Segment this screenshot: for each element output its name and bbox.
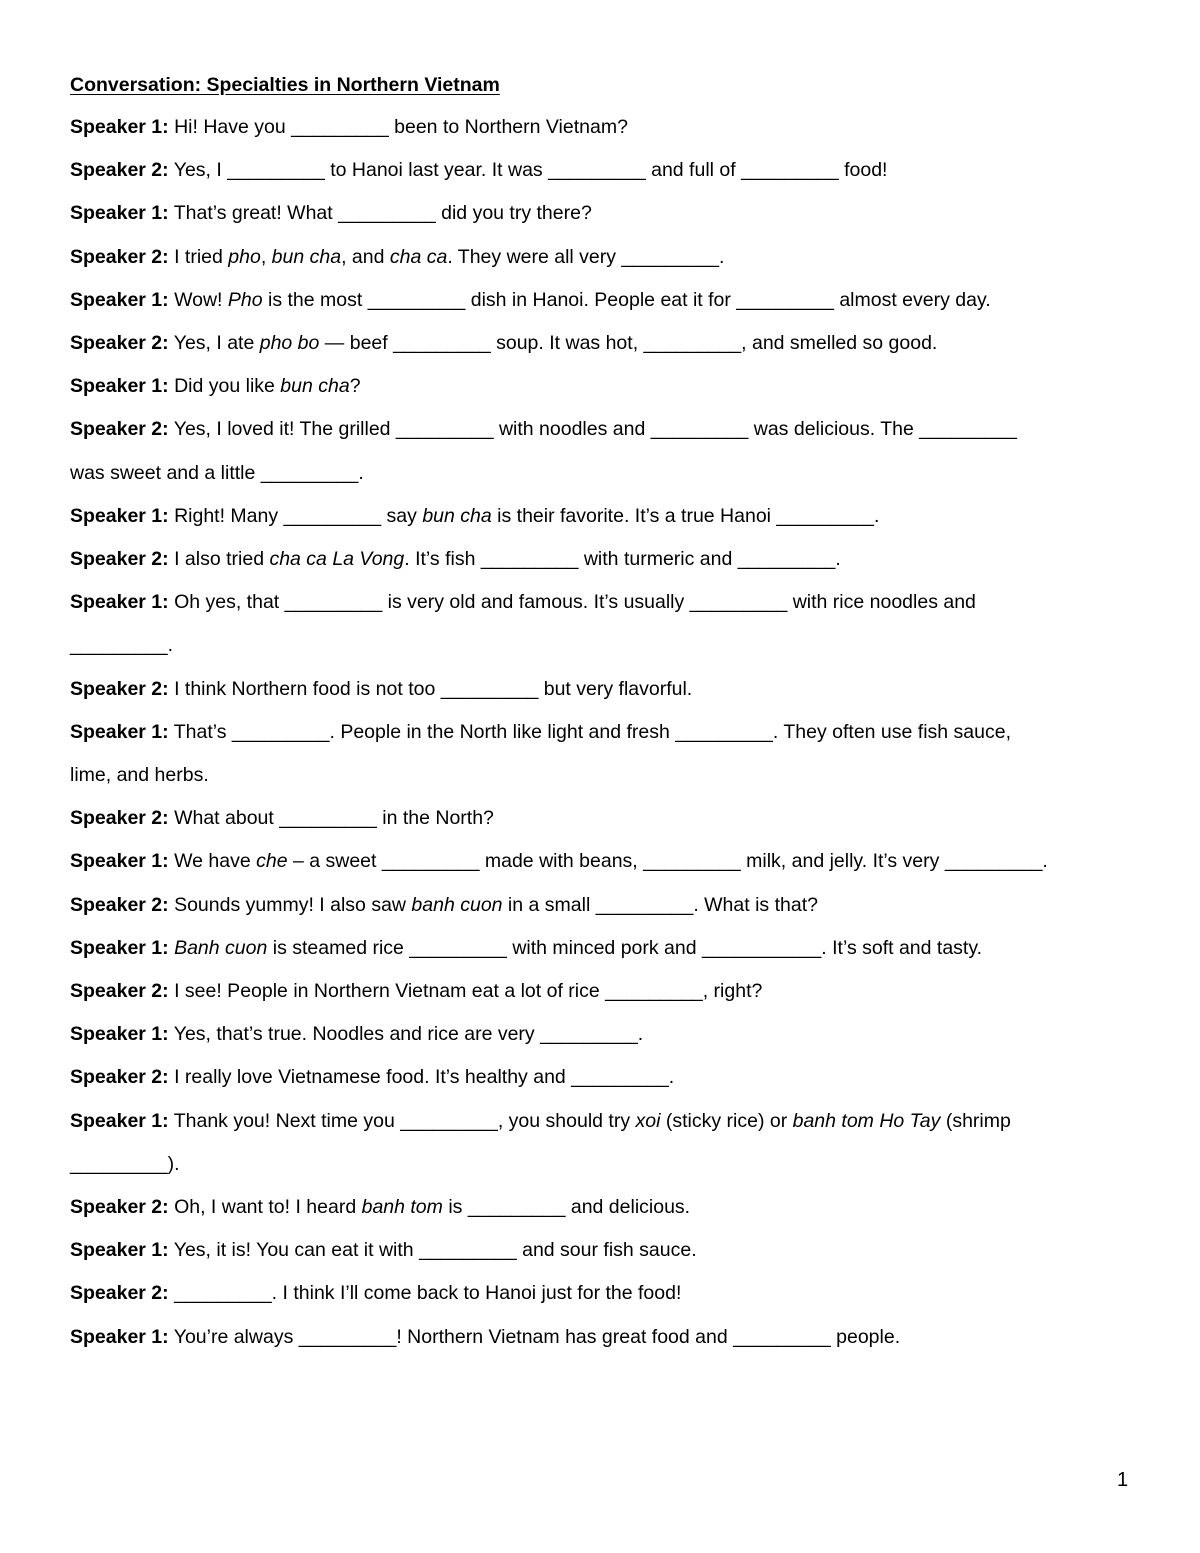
dialogue-line bbox=[70, 1239, 697, 1262]
dialogue-line bbox=[70, 850, 1048, 873]
dialogue-line bbox=[70, 980, 762, 1003]
dialogue-text: ? bbox=[349, 375, 361, 398]
dish-name: xoi bbox=[635, 1109, 661, 1132]
dialogue-text: , bbox=[260, 245, 272, 268]
dish-name: pho bbox=[228, 245, 261, 268]
dialogue-line bbox=[70, 289, 991, 312]
dialogue-line bbox=[70, 1023, 643, 1046]
dialogue-text: You’re always _________! Northern Vietnam has great food and _________ people. bbox=[168, 1325, 901, 1348]
dialogue-text: That’s _________. People in the North like light and fresh _________. They often use fish sauce, bbox=[168, 720, 1011, 743]
dialogue-text: Sounds yummy! I also saw bbox=[168, 893, 412, 916]
dialogue-text: Yes, I loved it! The grilled _________ with noodles and _________ was delicious. The _________ bbox=[168, 418, 1017, 441]
speaker-label: Speaker 1: bbox=[70, 288, 169, 311]
dish-name: banh tom Ho Tay bbox=[792, 1109, 941, 1132]
dish-name: pho bo bbox=[259, 332, 320, 354]
dish-name: bun cha bbox=[280, 375, 350, 398]
dialogue-line bbox=[70, 1110, 1011, 1133]
document-title: Conversation: Specialties in Northern Vietnam bbox=[70, 74, 500, 96]
dialogue-text: Yes, that’s true. Noodles and rice are very _________. bbox=[168, 1023, 644, 1046]
speaker-label: Speaker 1: bbox=[70, 591, 169, 614]
dialogue-text: – a sweet _________ made with beans, _________ milk, and jelly. It’s very _________. bbox=[287, 850, 1048, 873]
dialogue-line bbox=[70, 505, 879, 528]
dish-name: bun cha bbox=[271, 245, 342, 268]
dialogue-line bbox=[70, 678, 692, 701]
dialogue-text: Oh yes, that _________ is very old and famous. It’s usually _________ with rice noodles and bbox=[168, 591, 976, 614]
dialogue-line bbox=[70, 246, 724, 269]
speaker-label: Speaker 2: bbox=[70, 980, 169, 1002]
dialogue-line bbox=[70, 1066, 674, 1089]
speaker-label: Speaker 1: bbox=[70, 1325, 169, 1348]
dialogue-text: Yes, I ate bbox=[168, 332, 260, 354]
dialogue-line bbox=[70, 1196, 690, 1219]
dialogue-text: (shrimp bbox=[940, 1109, 1011, 1132]
dish-name: banh cuon bbox=[411, 893, 503, 916]
dialogue-text: Wow! bbox=[168, 288, 228, 311]
dialogue-text: Hi! Have you _________ been to Northern Vietnam? bbox=[168, 116, 628, 138]
dialogue-line bbox=[70, 375, 361, 398]
speaker-label: Speaker 2: bbox=[70, 159, 169, 182]
dialogue-line bbox=[70, 116, 628, 139]
speaker-label: Speaker 2: bbox=[70, 1282, 169, 1305]
dialogue-line bbox=[70, 202, 592, 225]
speaker-label: Speaker 1: bbox=[70, 116, 169, 138]
dialogue-text: Right! Many _________ say bbox=[168, 504, 423, 527]
dish-name: banh tom bbox=[361, 1196, 443, 1218]
dialogue-line bbox=[70, 332, 937, 355]
speaker-label: Speaker 2: bbox=[70, 548, 169, 570]
speaker-label: Speaker 2: bbox=[70, 1196, 169, 1218]
speaker-label: Speaker 1: bbox=[70, 720, 169, 743]
dialogue-text: Did you like bbox=[168, 375, 281, 398]
dialogue-text: I tried bbox=[168, 245, 229, 268]
speaker-label: Speaker 2: bbox=[70, 807, 169, 830]
speaker-label: Speaker 2: bbox=[70, 893, 169, 916]
dialogue-text: is _________ and delicious. bbox=[442, 1196, 691, 1218]
dialogue-line-continuation bbox=[70, 634, 173, 657]
dialogue-text: . It’s fish _________ with turmeric and _________. bbox=[404, 548, 841, 570]
speaker-label: Speaker 2: bbox=[70, 332, 169, 354]
dish-name: Pho bbox=[227, 288, 263, 311]
speaker-label: Speaker 1: bbox=[70, 1109, 169, 1132]
dialogue-line bbox=[70, 721, 1011, 744]
speaker-label: Speaker 1: bbox=[70, 375, 169, 398]
speaker-label: Speaker 1: bbox=[70, 504, 169, 527]
dialogue-text: Yes, I _________ to Hanoi last year. It was _________ and full of _________ food! bbox=[168, 159, 888, 182]
dialogue-text: was sweet and a little _________. bbox=[70, 461, 364, 484]
dialogue-text: I really love Vietnamese food. It’s healthy and _________. bbox=[168, 1066, 675, 1089]
dialogue-line bbox=[70, 937, 982, 960]
dialogue-text: What about _________ in the North? bbox=[168, 807, 494, 830]
dialogue-text: — beef _________ soup. It was hot, _________, and smelled so good. bbox=[319, 332, 938, 354]
dish-name: bun cha bbox=[422, 504, 492, 527]
dialogue-line bbox=[70, 807, 494, 830]
dialogue-line bbox=[70, 894, 818, 917]
dialogue-text: We have bbox=[168, 850, 257, 873]
dialogue-text: I think Northern food is not too _________ but very flavorful. bbox=[168, 677, 693, 700]
dialogue-line-continuation bbox=[70, 1153, 180, 1176]
speaker-label: Speaker 1: bbox=[70, 850, 169, 873]
dialogue-line bbox=[70, 1282, 681, 1305]
dialogue-line bbox=[70, 159, 887, 182]
dialogue-line-continuation bbox=[70, 462, 364, 485]
dialogue-text: Oh, I want to! I heard bbox=[168, 1196, 362, 1218]
dialogue-text: lime, and herbs. bbox=[70, 764, 209, 786]
dish-name: che bbox=[256, 850, 288, 873]
speaker-label: Speaker 1: bbox=[70, 936, 169, 959]
dialogue-line bbox=[70, 591, 976, 614]
dish-name: Banh cuon bbox=[174, 936, 268, 959]
speaker-label: Speaker 2: bbox=[70, 418, 169, 441]
dialogue-text: I see! People in Northern Vietnam eat a lot of rice _________, right? bbox=[168, 980, 763, 1002]
dialogue-text: I also tried bbox=[168, 548, 270, 570]
dialogue-text: Thank you! Next time you _________, you should try bbox=[168, 1109, 636, 1132]
speaker-label: Speaker 2: bbox=[70, 1066, 169, 1089]
dialogue-text: . They were all very _________. bbox=[447, 245, 725, 268]
dialogue-text: is steamed rice _________ with minced pork and ___________. It’s soft and tasty. bbox=[267, 936, 983, 959]
speaker-label: Speaker 1: bbox=[70, 1239, 169, 1262]
speaker-label: Speaker 2: bbox=[70, 245, 169, 268]
dialogue-text: (sticky rice) or bbox=[660, 1109, 793, 1132]
dialogue-text: is their favorite. It’s a true Hanoi _________. bbox=[491, 504, 880, 527]
dialogue-text: is the most _________ dish in Hanoi. People eat it for _________ almost every day. bbox=[262, 288, 991, 311]
dialogue-text: in a small _________. What is that? bbox=[502, 893, 818, 916]
dialogue-text: Yes, it is! You can eat it with _________ and sour fish sauce. bbox=[168, 1239, 697, 1262]
dialogue-line-continuation bbox=[70, 764, 209, 787]
dialogue-line bbox=[70, 548, 841, 571]
speaker-label: Speaker 1: bbox=[70, 1023, 169, 1046]
speaker-label: Speaker 1: bbox=[70, 202, 169, 225]
dialogue-text: _________. bbox=[70, 634, 174, 657]
dialogue-line bbox=[70, 418, 1017, 441]
dialogue-text: , and bbox=[341, 245, 390, 268]
speaker-label: Speaker 2: bbox=[70, 677, 169, 700]
page-number: 1 bbox=[1117, 1469, 1129, 1491]
dish-name: cha ca bbox=[389, 245, 448, 268]
dish-name: cha ca La Vong bbox=[269, 548, 405, 570]
dialogue-text: That’s great! What _________ did you try there? bbox=[168, 202, 592, 225]
dialogue-text: _________). bbox=[70, 1152, 180, 1175]
dialogue-line bbox=[70, 1326, 900, 1349]
dialogue-text: _________. I think I’ll come back to Hanoi just for the food! bbox=[168, 1282, 682, 1305]
